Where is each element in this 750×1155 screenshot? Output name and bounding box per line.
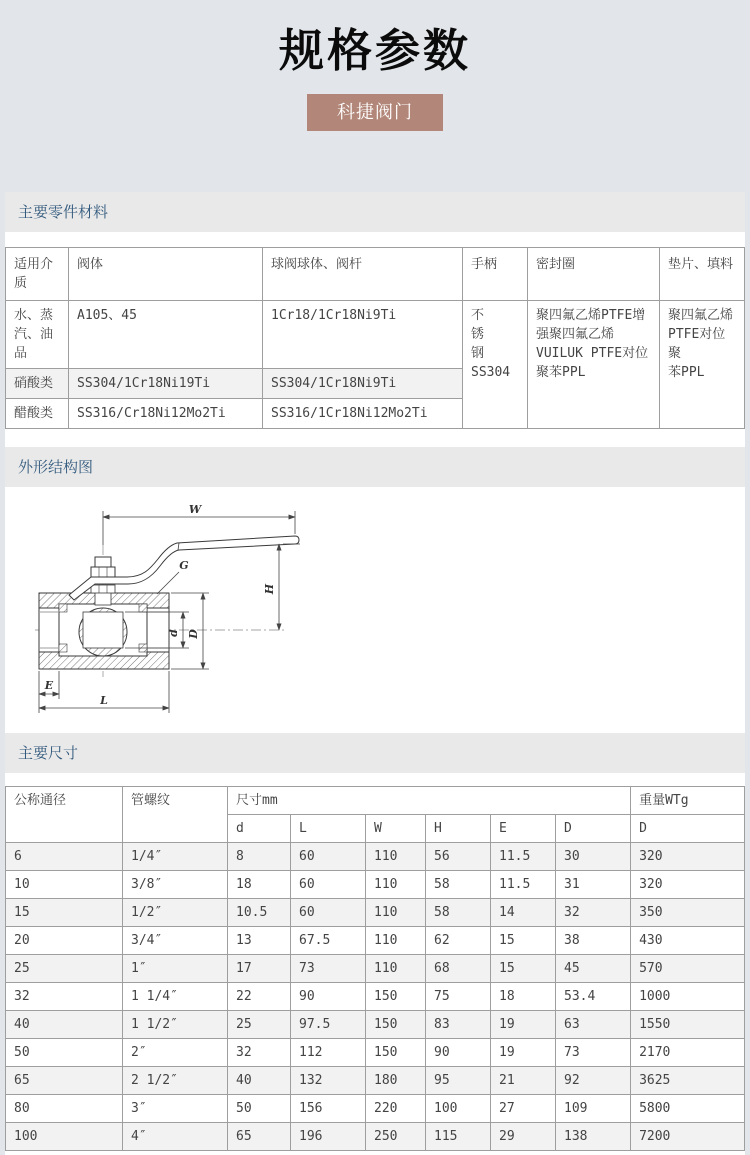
table-cell: 3625 <box>631 1067 745 1095</box>
dimensions-table <box>5 786 745 1151</box>
cell-seal-ring: 聚四氟乙烯PTFE增 强聚四氟乙烯 VUILUK PTFE对位 聚苯PPL <box>528 301 660 429</box>
table-cell: 27 <box>491 1095 556 1123</box>
table-cell: 95 <box>426 1067 491 1095</box>
table-cell: 220 <box>366 1095 426 1123</box>
section-header-structure <box>5 447 745 487</box>
section-header-dimensions <box>5 733 745 773</box>
dim-label-big-d: D <box>187 629 200 639</box>
table-cell: 320 <box>631 871 745 899</box>
table-cell: 100 <box>426 1095 491 1123</box>
table-row <box>6 301 745 369</box>
cell-ball-stem: SS304/1Cr18Ni9Ti <box>263 369 463 399</box>
table-cell: 22 <box>228 983 291 1011</box>
dim-label-d: d <box>167 629 180 637</box>
dim-label-l: L <box>100 694 108 707</box>
stem-bolt <box>95 557 111 567</box>
table-cell: 18 <box>491 983 556 1011</box>
table-cell: 150 <box>366 983 426 1011</box>
table-cell: 150 <box>366 1039 426 1067</box>
table-cell: 7200 <box>631 1123 745 1151</box>
table-cell: 132 <box>291 1067 366 1095</box>
table-cell: 58 <box>426 899 491 927</box>
ball-valve-drawing <box>33 501 353 716</box>
cell-medium: 醋酸类 <box>6 399 69 429</box>
table-cell: 3/8″ <box>123 871 228 899</box>
table-cell: 1/2″ <box>123 899 228 927</box>
table-cell: 62 <box>426 927 491 955</box>
table-cell: 40 <box>228 1067 291 1095</box>
table-cell: 73 <box>556 1039 631 1067</box>
table-cell: 19 <box>491 1039 556 1067</box>
table-cell: 58 <box>426 871 491 899</box>
table-cell: 1000 <box>631 983 745 1011</box>
table-cell: 115 <box>426 1123 491 1151</box>
table-cell: 63 <box>556 1011 631 1039</box>
dim-label-g: G <box>179 559 189 572</box>
table-cell: 13 <box>228 927 291 955</box>
column-header-d: d <box>228 815 291 843</box>
table-cell: 68 <box>426 955 491 983</box>
table-cell: 90 <box>291 983 366 1011</box>
table-cell: 2170 <box>631 1039 745 1067</box>
table-cell: 75 <box>426 983 491 1011</box>
table-cell: 50 <box>228 1095 291 1123</box>
cell-ball-stem: 1Cr18/1Cr18Ni9Ti <box>263 301 463 369</box>
table-row <box>6 955 745 983</box>
dimensions-table-body <box>6 843 745 1151</box>
table-cell: 10.5 <box>228 899 291 927</box>
table-cell: 65 <box>228 1123 291 1151</box>
column-header-thread: 管螺纹 <box>123 787 228 843</box>
table-cell: 1 1/4″ <box>123 983 228 1011</box>
table-cell: 32 <box>228 1039 291 1067</box>
column-header-weight-D: D <box>631 815 745 843</box>
table-cell: 25 <box>228 1011 291 1039</box>
column-header-dn: 公称通径 <box>6 787 123 843</box>
cell-handle: 不 锈 钢 SS304 <box>463 301 528 429</box>
table-cell: 50 <box>6 1039 123 1067</box>
table-cell: 110 <box>366 899 426 927</box>
table-cell: 60 <box>291 843 366 871</box>
table-cell: 11.5 <box>491 843 556 871</box>
cell-medium: 硝酸类 <box>6 369 69 399</box>
table-cell: 2 1/2″ <box>123 1067 228 1095</box>
cell-valve-body: SS316/Cr18Ni12Mo2Ti <box>69 399 263 429</box>
table-cell: 1″ <box>123 955 228 983</box>
column-header-seal-ring: 密封圈 <box>528 248 660 301</box>
table-row <box>6 871 745 899</box>
brand-badge[interactable]: 科捷阀门 <box>307 94 443 131</box>
table-cell: 3/4″ <box>123 927 228 955</box>
table-row <box>6 1095 745 1123</box>
table-row <box>6 1123 745 1151</box>
table-cell: 14 <box>491 899 556 927</box>
table-header-row <box>6 248 745 301</box>
table-cell: 19 <box>491 1011 556 1039</box>
table-cell: 1 1/2″ <box>123 1011 228 1039</box>
table-cell: 92 <box>556 1067 631 1095</box>
table-cell: 250 <box>366 1123 426 1151</box>
table-cell: 17 <box>228 955 291 983</box>
table-cell: 60 <box>291 871 366 899</box>
table-cell: 110 <box>366 843 426 871</box>
table-row <box>6 1011 745 1039</box>
column-group-size: 尺寸mm <box>228 787 631 815</box>
column-header-ball-stem: 球阀球体、阀杆 <box>263 248 463 301</box>
column-header-H: H <box>426 815 491 843</box>
table-cell: 110 <box>366 871 426 899</box>
table-row <box>6 927 745 955</box>
table-cell: 20 <box>6 927 123 955</box>
table-cell: 18 <box>228 871 291 899</box>
column-header-L: L <box>291 815 366 843</box>
table-cell: 83 <box>426 1011 491 1039</box>
table-cell: 150 <box>366 1011 426 1039</box>
table-cell: 6 <box>6 843 123 871</box>
table-cell: 25 <box>6 955 123 983</box>
section-title-structure: 外形结构图 <box>18 458 94 476</box>
table-cell: 80 <box>6 1095 123 1123</box>
table-cell: 180 <box>366 1067 426 1095</box>
table-cell: 56 <box>426 843 491 871</box>
table-cell: 97.5 <box>291 1011 366 1039</box>
table-cell: 60 <box>291 899 366 927</box>
table-cell: 1/4″ <box>123 843 228 871</box>
table-cell: 15 <box>491 955 556 983</box>
column-header-W: W <box>366 815 426 843</box>
table-row <box>6 899 745 927</box>
table-cell: 110 <box>366 927 426 955</box>
table-row <box>6 1039 745 1067</box>
table-cell: 15 <box>491 927 556 955</box>
table-cell: 38 <box>556 927 631 955</box>
table-cell: 3″ <box>123 1095 228 1123</box>
valve-body <box>39 585 169 669</box>
table-cell: 109 <box>556 1095 631 1123</box>
table-cell: 11.5 <box>491 871 556 899</box>
section-title-dimensions: 主要尺寸 <box>18 744 79 762</box>
dim-label-w: W <box>188 503 202 516</box>
table-cell: 156 <box>291 1095 366 1123</box>
column-header-D: D <box>556 815 631 843</box>
section-title-materials: 主要零件材料 <box>18 203 109 221</box>
table-row <box>6 983 745 1011</box>
table-cell: 1550 <box>631 1011 745 1039</box>
hero <box>0 0 750 192</box>
table-cell: 45 <box>556 955 631 983</box>
column-header-E: E <box>491 815 556 843</box>
dim-label-e: E <box>44 679 54 692</box>
dim-label-h: H <box>263 583 276 595</box>
table-cell: 67.5 <box>291 927 366 955</box>
stem-nut <box>91 567 115 577</box>
table-cell: 15 <box>6 899 123 927</box>
section-header-materials <box>5 192 745 232</box>
table-cell: 10 <box>6 871 123 899</box>
table-cell: 112 <box>291 1039 366 1067</box>
table-header-row <box>6 787 745 815</box>
table-cell: 430 <box>631 927 745 955</box>
table-cell: 5800 <box>631 1095 745 1123</box>
table-cell: 32 <box>6 983 123 1011</box>
table-cell: 53.4 <box>556 983 631 1011</box>
page-title: 规格参数 <box>278 24 471 77</box>
table-cell: 138 <box>556 1123 631 1151</box>
table-cell: 196 <box>291 1123 366 1151</box>
table-cell: 31 <box>556 871 631 899</box>
materials-table <box>5 247 745 429</box>
table-row <box>6 1067 745 1095</box>
column-header-handle: 手柄 <box>463 248 528 301</box>
table-cell: 40 <box>6 1011 123 1039</box>
table-row <box>6 843 745 871</box>
column-header-medium: 适用介质 <box>6 248 69 301</box>
table-cell: 90 <box>426 1039 491 1067</box>
table-cell: 4″ <box>123 1123 228 1151</box>
table-cell: 350 <box>631 899 745 927</box>
structure-diagram <box>5 487 745 733</box>
table-cell: 8 <box>228 843 291 871</box>
column-header-valve-body: 阀体 <box>69 248 263 301</box>
cell-gasket: 聚四氟乙烯 PTFE对位聚 苯PPL <box>660 301 745 429</box>
table-cell: 30 <box>556 843 631 871</box>
table-cell: 100 <box>6 1123 123 1151</box>
column-header-gasket: 垫片、填料 <box>660 248 745 301</box>
table-cell: 570 <box>631 955 745 983</box>
table-cell: 73 <box>291 955 366 983</box>
cell-valve-body: SS304/1Cr18Ni19Ti <box>69 369 263 399</box>
table-cell: 32 <box>556 899 631 927</box>
content <box>5 192 745 1155</box>
table-cell: 29 <box>491 1123 556 1151</box>
cell-ball-stem: SS316/1Cr18Ni12Mo2Ti <box>263 399 463 429</box>
column-header-weight: 重量WTg <box>631 787 745 815</box>
cell-medium: 水、蒸汽、油品 <box>6 301 69 369</box>
table-cell: 2″ <box>123 1039 228 1067</box>
table-cell: 21 <box>491 1067 556 1095</box>
table-cell: 320 <box>631 843 745 871</box>
table-cell: 65 <box>6 1067 123 1095</box>
table-cell: 110 <box>366 955 426 983</box>
cell-valve-body: A105、45 <box>69 301 263 369</box>
